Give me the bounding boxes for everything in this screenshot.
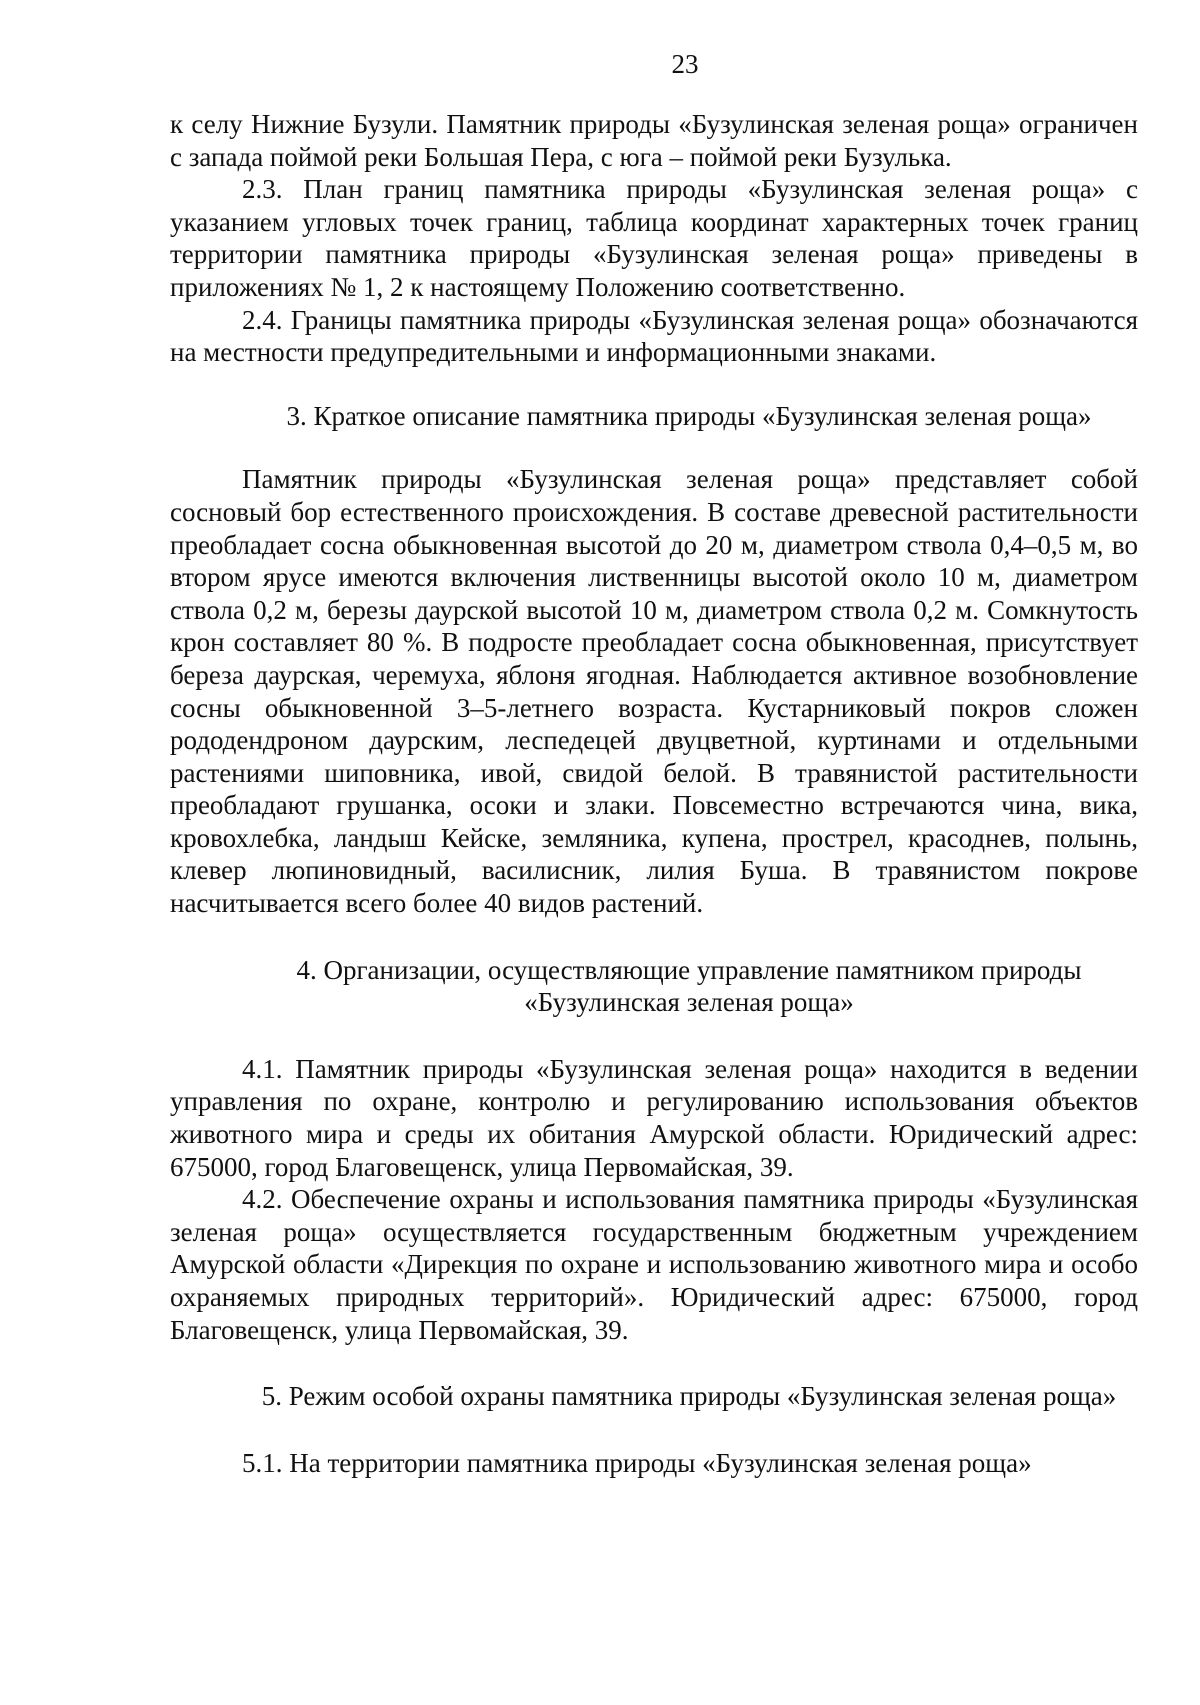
paragraph-4-1-management: 4.1. Памятник природы «Бузулинская зеленая роща» находится в ведении управления по охране, контролю и регулированию использования объектов животного мира и среды их обитания Амурской области. Юридический адрес: 675000, город Благовещенск, улица Первомайская, 39. — [170, 1053, 1138, 1182]
paragraph-2-3-boundary-plan: 2.3. План границ памятника природы «Бузулинская зеленая роща» с указанием угловых точек границ, таблица координат характерных точек границ территории памятника природы «Бузулинская зеленая роща» приведены в приложениях № 1, 2 к настоящему Положению соответственно. — [170, 174, 1138, 302]
paragraph-4-2-protection: 4.2. Обеспечение охраны и использования памятника природы «Бузулинская зеленая роща» осуществляется государственным бюджетным учреждением Амурской области «Дирекция по охране и использованию животного мира и особо охраняемых природных территорий». Юридический адрес: 675000, город Благовещенск, улица Первомайская, 39. — [170, 1184, 1138, 1345]
section-4-heading: 4. Организации, осуществляющие управление памятником природы «Бузулинская зеленая роща» — [296, 954, 1082, 1018]
document-body — [170, 108, 1138, 1479]
paragraph-description: Памятник природы «Бузулинская зеленая роща» представляет собой сосновый бор естественного происхождения. В составе древесной растительности преобладает сосна обыкновенная высотой до 20 м, диаметром ствола 0,4–0,5 м, во втором ярусе имеются включения лиственницы высотой около 10 м, диаметром ствола 0,2 м, березы даурской высотой 10 м, диаметром ствола 0,2 м. Сомкнутость крон составляет 80 %. В подросте преобладает сосна обыкновенная, присутствует береза даурская, черемуха, яблоня ягодная. Наблюдается активное возобновление сосны обыкновенной 3–5-летнего возраста. Кустарниковый покров сложен рододендроном даурским, леспедецей двуцветной, куртинами и отдельными растениями шиповника, ивой, свидой белой. В травянистой растительности преобладают грушанка, осоки и злаки. Повсеместно встречаются чина, вика, кровохлебка, ландыш Кейске, земляника, купена, прострел, красоднев, полынь, клевер люпиновидный, василисник, лилия Буша. В травянистом покрове насчитывается всего более 40 видов растений. — [170, 464, 1138, 919]
paragraph-2-4-boundary-signs: 2.4. Границы памятника природы «Бузулинская зеленая роща» обозначаются на местности предупредительными и информационными знаками. — [170, 304, 1138, 368]
page-number: 23 — [671, 49, 699, 79]
section-5-heading: 5. Режим особой охраны памятника природы «Бузулинская зеленая роща» — [261, 1381, 1117, 1412]
paragraph-5-1-territory: 5.1. На территории памятника природы «Бузулинская зеленая роща» — [242, 1447, 1032, 1478]
paragraph-boundary-continuation: к селу Нижние Бузули. Памятник природы «Бузулинская зеленая роща» ограничен с запада поймой реки Большая Пера, с юга – поймой реки Бузулька. — [170, 109, 1138, 172]
section-3-heading: 3. Краткое описание памятника природы «Бузулинская зеленая роща» — [286, 400, 1092, 431]
